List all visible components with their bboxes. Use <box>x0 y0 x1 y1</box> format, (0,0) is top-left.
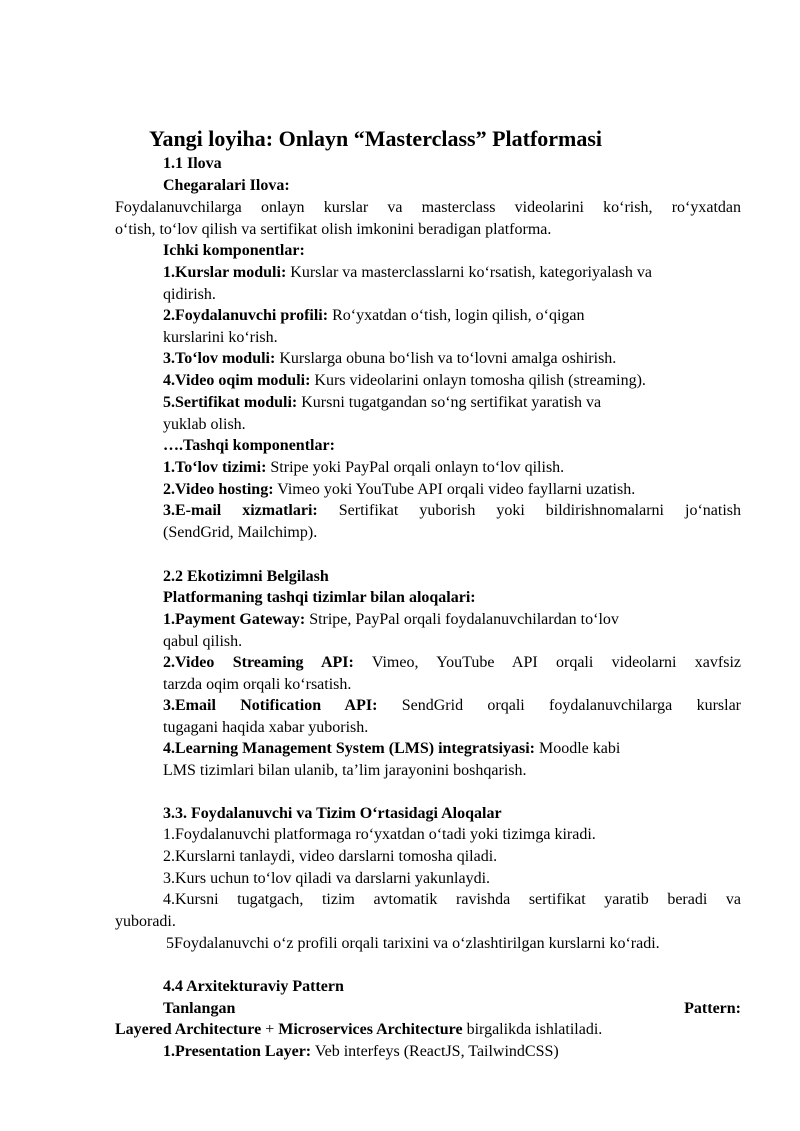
ecosystem-item-4-text: Moodle kabi <box>534 740 621 757</box>
ecosystem-sub-heading: Platformaning tashqi tizimlar bilan aloqalari: <box>163 589 476 606</box>
ecosystem-item-1 <box>163 609 741 652</box>
external-item-2-text: Vimeo yoki YouTube API orqali video fayllarni uzatish. <box>273 481 636 498</box>
section-heading-3-3: 3.3. Foydalanuvchi va Tizim O‘rtasidagi Aloqalar <box>163 805 502 822</box>
external-item-1-text: Stripe yoki PayPal orqali onlayn to‘lov qilish. <box>266 459 565 476</box>
interaction-item-1: 1.Foydalanuvchi platformaga ro‘yxatdan o‘tadi yoki tizimga kiradi. <box>163 826 596 843</box>
section-heading-1-1: 1.1 Ilova <box>163 155 222 172</box>
boundaries-text-line-1: Foydalanuvchilarga onlayn kurslar va masterclass videolarini ko‘rish, ro‘yxatdan <box>115 199 741 216</box>
internal-item-2-text-cont: kurslarini ko‘rish. <box>163 328 278 346</box>
boundaries-text <box>115 197 741 240</box>
layer-item-1-text: Veb interfeys (ReactJS, TailwindCSS) <box>311 1043 559 1060</box>
internal-item-3-label: 3.To‘lov moduli: <box>163 350 276 367</box>
ecosystem-item-4 <box>163 738 741 781</box>
external-item-1-label: 1.To‘lov tizimi: <box>163 459 267 476</box>
layer-item-1-label: 1.Presentation Layer: <box>163 1043 312 1060</box>
internal-components-heading: Ichki komponentlar: <box>163 242 305 259</box>
internal-item-5-label: 5.Sertifikat moduli: <box>163 394 298 411</box>
ecosystem-item-1-text-cont: qabul qilish. <box>163 632 243 650</box>
external-item-3-text-cont: (SendGrid, Mailchimp). <box>163 523 318 541</box>
internal-item-2 <box>163 305 741 348</box>
ecosystem-item-2-text: Vimeo, YouTube API orqali videolarni xavfsiz <box>353 654 742 671</box>
internal-item-4-text: Kurs videolarini onlayn tomosha qilish (streaming). <box>310 372 646 389</box>
boundaries-text-line-2: o‘tish, to‘lov qilish va sertifikat olish imkonini beradigan platforma. <box>115 220 552 238</box>
internal-item-3-text: Kurslarga obuna bo‘lish va to‘lovni amalga oshirish. <box>275 350 617 367</box>
architecture-rest: birgalikda ishlatiladi. <box>462 1021 603 1038</box>
chosen-pattern-line <box>163 998 741 1020</box>
architecture-plus: + <box>261 1021 279 1038</box>
ecosystem-item-3 <box>163 695 741 738</box>
internal-item-5-text: Kursni tugatgandan so‘ng sertifikat yaratish va <box>297 394 602 411</box>
interaction-item-4-cont: yuboradi. <box>115 913 176 930</box>
ecosystem-item-1-label: 1.Payment Gateway: <box>163 611 306 628</box>
internal-item-3 <box>163 348 741 370</box>
architecture-line <box>115 1019 741 1041</box>
interaction-item-4: 4.Kursni tugatgach, tizim avtomatik ravishda sertifikat yaratib beradi va <box>163 891 741 908</box>
architecture-layered: Layered Architecture <box>115 1021 262 1038</box>
section-heading-4-4: 4.4 Arxitekturaviy Pattern <box>163 978 344 995</box>
internal-item-1-label: 1.Kurslar moduli: <box>163 264 287 281</box>
ecosystem-item-3-text-cont: tugagani haqida xabar yuborish. <box>163 718 369 736</box>
chosen-pattern-left: Tanlangan <box>163 1000 236 1017</box>
internal-item-2-label: 2.Foydalanuvchi profili: <box>163 307 329 324</box>
internal-item-5-text-cont: yuklab olish. <box>163 415 246 433</box>
external-item-3 <box>163 500 741 543</box>
external-components-heading: ….Tashqi komponentlar: <box>163 437 335 454</box>
interaction-item-3: 3.Kurs uchun to‘lov qiladi va darslarni yakunlaydi. <box>163 870 491 887</box>
boundaries-heading: Chegaralari Ilova: <box>163 177 290 194</box>
external-item-2 <box>163 479 741 501</box>
internal-item-1-text-cont: qidirish. <box>163 285 216 303</box>
ecosystem-item-2 <box>163 652 741 695</box>
ecosystem-item-3-label: 3.Email Notification API: <box>163 697 378 714</box>
layer-item-1 <box>163 1041 741 1063</box>
external-item-1 <box>163 457 741 479</box>
ecosystem-item-2-text-cont: tarzda oqim orqali ko‘rsatish. <box>163 675 352 693</box>
external-item-3-label: 3.E-mail xizmatlari: <box>163 502 318 519</box>
interaction-item-5: 5Foydalanuvchi o‘z profili orqali tarixini va o‘zlashtirilgan kurslarni ko‘radi. <box>166 935 660 952</box>
document-title: Yangi loyiha: Onlayn “Masterclass” Platformasi <box>149 126 603 151</box>
interaction-item-2: 2.Kurslarni tanlaydi, video darslarni tomosha qiladi. <box>163 848 498 865</box>
internal-item-5 <box>163 392 741 435</box>
ecosystem-item-4-label: 4.Learning Management System (LMS) integratsiyasi: <box>163 740 535 757</box>
internal-item-4 <box>163 370 741 392</box>
ecosystem-item-3-text: SendGrid orqali foydalanuvchilarga kurslar <box>377 697 742 714</box>
section-heading-2-2: 2.2 Ekotizimni Belgilash <box>163 568 329 585</box>
architecture-microservices: Microservices Architecture <box>278 1021 463 1038</box>
internal-item-4-label: 4.Video oqim moduli: <box>163 372 311 389</box>
external-item-3-text: Sertifikat yuborish yoki bildirishnomalarni jo‘natish <box>317 502 741 519</box>
internal-item-1 <box>163 262 741 305</box>
external-item-2-label: 2.Video hosting: <box>163 481 274 498</box>
internal-item-1-text: Kurslar va masterclasslarni ko‘rsatish, kategoriyalash va <box>286 264 652 281</box>
ecosystem-item-2-label: 2.Video Streaming API: <box>163 654 354 671</box>
chosen-pattern-right: Pattern: <box>684 1000 741 1017</box>
ecosystem-item-1-text: Stripe, PayPal orqali foydalanuvchilardan to‘lov <box>305 611 619 628</box>
internal-item-2-text: Ro‘yxatdan o‘tish, login qilish, o‘qigan <box>328 307 585 324</box>
ecosystem-item-4-text-cont: LMS tizimlari bilan ulanib, ta’lim jarayonini boshqarish. <box>163 761 527 779</box>
